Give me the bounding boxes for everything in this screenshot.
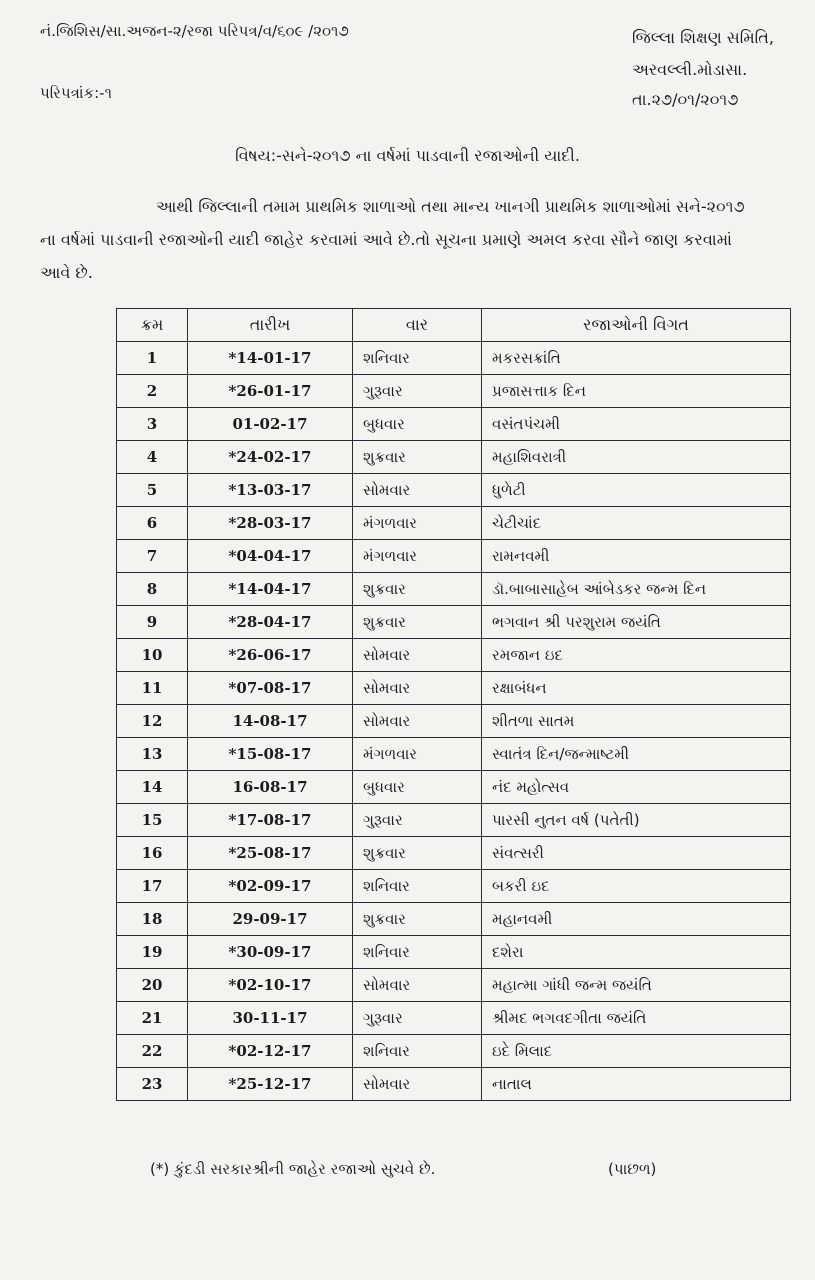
cell-day: સોમવાર [353,705,482,738]
cell-day: ગુરૂવાર [353,1002,482,1035]
cell-serial: 9 [117,606,188,639]
table-row [117,672,791,705]
cell-day: શુક્રવાર [353,573,482,606]
table-row [117,969,791,1002]
cell-date: *02-09-17 [188,870,353,903]
cell-holiday: મહાશિવરાત્રી [482,441,791,474]
cell-holiday: મહાત્મા ગાંધી જન્મ જયંતિ [482,969,791,1002]
cell-day: બુધવાર [353,408,482,441]
cell-date: *26-06-17 [188,639,353,672]
cell-date: *04-04-17 [188,540,353,573]
cell-date: 29-09-17 [188,903,353,936]
cell-serial: 10 [117,639,188,672]
cell-holiday: ચેટીચાંદ [482,507,791,540]
cell-serial: 20 [117,969,188,1002]
holiday-table [116,308,791,1101]
cell-serial: 8 [117,573,188,606]
cell-holiday: પારસી નુતન વર્ષ (પતેતી) [482,804,791,837]
body-line: આવે છે. [40,263,93,282]
cell-date: 16-08-17 [188,771,353,804]
table-row [117,639,791,672]
table-row [117,375,791,408]
cell-holiday: સ્વાતંત્ર દિન/જન્માષ્ટમી [482,738,791,771]
table-header-row [117,309,791,342]
cell-day: શુક્રવાર [353,606,482,639]
cell-serial: 12 [117,705,188,738]
cell-day: બુધવાર [353,771,482,804]
cell-serial: 16 [117,837,188,870]
cell-serial: 22 [117,1035,188,1068]
cell-serial: 19 [117,936,188,969]
subject-line: વિષય:-સને-૨૦૧૭ ના વર્ષમાં પાડવાની રજાઓની યાદી. [235,146,580,165]
cell-holiday: ઇદે મિલાદ [482,1035,791,1068]
cell-day: શનિવાર [353,870,482,903]
column-header-date: તારીખ [188,309,353,342]
cell-serial: 1 [117,342,188,375]
table-row [117,441,791,474]
cell-serial: 23 [117,1068,188,1101]
cell-day: શનિવાર [353,936,482,969]
cell-serial: 7 [117,540,188,573]
cell-date: *28-04-17 [188,606,353,639]
cell-holiday: રામનવમી [482,540,791,573]
cell-serial: 18 [117,903,188,936]
cell-date: 14-08-17 [188,705,353,738]
cell-day: શનિવાર [353,342,482,375]
cell-date: 01-02-17 [188,408,353,441]
cell-holiday: મહાનવમી [482,903,791,936]
table-row [117,771,791,804]
table-row [117,573,791,606]
body-paragraph [40,190,815,289]
cell-day: ગુરૂવાર [353,375,482,408]
cell-date: *14-04-17 [188,573,353,606]
cell-date: *17-08-17 [188,804,353,837]
cell-serial: 17 [117,870,188,903]
back-page-note: (પાછળ) [608,1160,657,1178]
column-header-holiday: રજાઓની વિગત [482,309,791,342]
footnote: (*) કુંદડી સરકારશ્રીની જાહેર રજાઓ સુચવે છે. [150,1160,436,1178]
circular-number: પરિપત્રાંક:-૧ [40,84,112,102]
table-row [117,1035,791,1068]
table-row [117,1002,791,1035]
cell-holiday: રક્ષાબંધન [482,672,791,705]
cell-serial: 21 [117,1002,188,1035]
cell-holiday: બકરી ઇદ [482,870,791,903]
office-address [632,22,774,86]
table-row [117,705,791,738]
cell-date: *26-01-17 [188,375,353,408]
cell-holiday: રમજાન ઇદ [482,639,791,672]
holiday-table-body [117,342,791,1101]
cell-date: *02-10-17 [188,969,353,1002]
cell-serial: 15 [117,804,188,837]
cell-day: ગુરૂવાર [353,804,482,837]
cell-holiday: શીતળા સાતમ [482,705,791,738]
cell-date: *14-01-17 [188,342,353,375]
table-row [117,804,791,837]
cell-day: શુક્રવાર [353,903,482,936]
cell-day: શનિવાર [353,1035,482,1068]
cell-holiday: ધુળેટી [482,474,791,507]
body-line: આથી જિલ્લાની તમામ પ્રાથમિક શાળાઓ તથા માન્ય ખાનગી પ્રાથમિક શાળાઓમાં સને-૨૦૧૭ [156,197,745,216]
cell-serial: 5 [117,474,188,507]
cell-day: શુક્રવાર [353,837,482,870]
table-row [117,507,791,540]
cell-holiday: ભગવાન શ્રી પરશુરામ જયંતિ [482,606,791,639]
cell-date: *24-02-17 [188,441,353,474]
cell-holiday: નાતાલ [482,1068,791,1101]
cell-holiday: પ્રજાસત્તાક દિન [482,375,791,408]
cell-date: *15-08-17 [188,738,353,771]
table-row [117,540,791,573]
office-location: અરવલ્લી.મોડાસા. [632,60,748,79]
column-header-serial: ક્રમ [117,309,188,342]
cell-date: 30-11-17 [188,1002,353,1035]
cell-serial: 14 [117,771,188,804]
cell-day: સોમવાર [353,672,482,705]
cell-holiday: મકરસક્રાંતિ [482,342,791,375]
cell-serial: 3 [117,408,188,441]
cell-date: *02-12-17 [188,1035,353,1068]
table-row [117,837,791,870]
cell-day: સોમવાર [353,1068,482,1101]
table-row [117,342,791,375]
cell-date: *28-03-17 [188,507,353,540]
cell-holiday: વસંતપંચમી [482,408,791,441]
cell-holiday: શ્રીમદ ભગવદગીતા જયંતિ [482,1002,791,1035]
cell-day: સોમવાર [353,474,482,507]
cell-date: *07-08-17 [188,672,353,705]
cell-date: *25-12-17 [188,1068,353,1101]
circular-date: તા.૨૭/૦૧/૨૦૧૭ [632,90,739,109]
cell-holiday: ડૉ.બાબાસાહેબ આંબેડકર જન્મ દિન [482,573,791,606]
cell-serial: 11 [117,672,188,705]
cell-holiday: દશેરા [482,936,791,969]
table-row [117,606,791,639]
cell-date: *30-09-17 [188,936,353,969]
cell-day: શુક્રવાર [353,441,482,474]
cell-holiday: સંવત્સરી [482,837,791,870]
cell-date: *25-08-17 [188,837,353,870]
table-row [117,408,791,441]
table-row [117,738,791,771]
column-header-day: વાર [353,309,482,342]
table-row [117,870,791,903]
table-row [117,903,791,936]
table-row [117,936,791,969]
cell-serial: 6 [117,507,188,540]
office-name: જિલ્લા શિક્ષણ સમિતિ, [632,28,774,47]
cell-serial: 13 [117,738,188,771]
cell-day: મંગળવાર [353,507,482,540]
cell-serial: 2 [117,375,188,408]
body-line: ના વર્ષમાં પાડવાની રજાઓની યાદી જાહેર કરવામાં આવે છે.તો સૂચના પ્રમાણે અમલ કરવા સૌને જાણ કરવામાં [40,230,732,249]
table-row [117,1068,791,1101]
cell-day: સોમવાર [353,639,482,672]
table-row [117,474,791,507]
cell-date: *13-03-17 [188,474,353,507]
cell-holiday: નંદ મહોત્સવ [482,771,791,804]
cell-day: સોમવાર [353,969,482,1002]
cell-serial: 4 [117,441,188,474]
cell-day: મંગળવાર [353,738,482,771]
cell-day: મંગળવાર [353,540,482,573]
reference-number: નં.જિશિસ/સા.અજન-૨/રજા પરિપત્ર/વ/૬૦૯ /૨૦૧૭ [40,22,349,40]
